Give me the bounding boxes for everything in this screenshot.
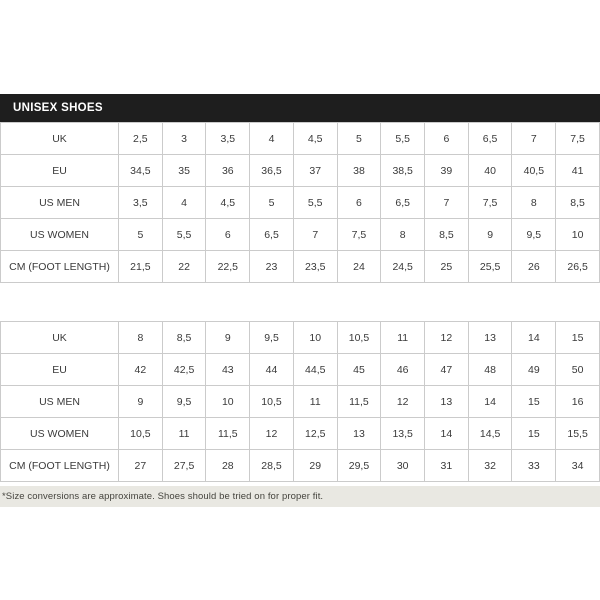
size-cell: 9 [468, 219, 512, 251]
table-row [1, 354, 600, 386]
size-cell: 8,5 [162, 322, 206, 354]
size-cell: 13 [425, 386, 469, 418]
row-label: UK [1, 123, 119, 155]
size-cell: 7 [512, 123, 556, 155]
size-cell: 36 [206, 155, 250, 187]
size-cell: 12,5 [293, 418, 337, 450]
size-cell: 5 [337, 123, 381, 155]
size-cell: 7,5 [556, 123, 600, 155]
size-cell: 10 [556, 219, 600, 251]
size-cell: 23 [250, 251, 294, 283]
size-cell: 8 [381, 219, 425, 251]
table-row [1, 155, 600, 187]
row-label: EU [1, 354, 119, 386]
size-cell: 13 [337, 418, 381, 450]
footnote-text: *Size conversions are approximate. Shoes should be tried on for proper fit. [2, 491, 324, 502]
size-cell: 9 [206, 322, 250, 354]
size-cell: 24,5 [381, 251, 425, 283]
size-cell: 11 [381, 322, 425, 354]
size-cell: 10,5 [119, 418, 163, 450]
size-cell: 14 [425, 418, 469, 450]
size-cell: 23,5 [293, 251, 337, 283]
table-row [1, 418, 600, 450]
size-cell: 30 [381, 450, 425, 482]
size-cell: 48 [468, 354, 512, 386]
size-cell: 40,5 [512, 155, 556, 187]
size-cell: 11,5 [337, 386, 381, 418]
table-row [1, 322, 600, 354]
table-row [1, 219, 600, 251]
size-cell: 42 [119, 354, 163, 386]
size-cell: 5,5 [162, 219, 206, 251]
table-row [1, 251, 600, 283]
size-cell: 6 [206, 219, 250, 251]
size-cell: 9 [119, 386, 163, 418]
size-cell: 25 [425, 251, 469, 283]
footnote-bar [0, 486, 600, 507]
size-cell: 27,5 [162, 450, 206, 482]
size-cell: 5,5 [381, 123, 425, 155]
size-cell: 13 [468, 322, 512, 354]
table-row [1, 450, 600, 482]
size-cell: 10 [293, 322, 337, 354]
size-cell: 3 [162, 123, 206, 155]
size-cell: 31 [425, 450, 469, 482]
size-cell: 10,5 [337, 322, 381, 354]
size-cell: 34 [556, 450, 600, 482]
size-cell: 15 [512, 418, 556, 450]
size-cell: 4 [162, 187, 206, 219]
size-cell: 25,5 [468, 251, 512, 283]
size-cell: 50 [556, 354, 600, 386]
title-bar [0, 94, 600, 122]
size-cell: 3,5 [206, 123, 250, 155]
size-cell: 42,5 [162, 354, 206, 386]
size-cell: 26 [512, 251, 556, 283]
size-cell: 35 [162, 155, 206, 187]
size-cell: 38,5 [381, 155, 425, 187]
size-cell: 7,5 [468, 187, 512, 219]
size-cell: 26,5 [556, 251, 600, 283]
table-row [1, 123, 600, 155]
size-cell: 22,5 [206, 251, 250, 283]
size-cell: 45 [337, 354, 381, 386]
row-label: US MEN [1, 386, 119, 418]
page-title: UNISEX SHOES [13, 102, 103, 114]
table-row [1, 187, 600, 219]
row-label: UK [1, 322, 119, 354]
size-cell: 37 [293, 155, 337, 187]
size-cell: 6,5 [381, 187, 425, 219]
size-cell: 41 [556, 155, 600, 187]
size-cell: 5 [250, 187, 294, 219]
size-cell: 14 [512, 322, 556, 354]
size-cell: 44 [250, 354, 294, 386]
size-cell: 4,5 [293, 123, 337, 155]
size-cell: 34,5 [119, 155, 163, 187]
size-cell: 6,5 [468, 123, 512, 155]
size-cell: 36,5 [250, 155, 294, 187]
size-cell: 29,5 [337, 450, 381, 482]
size-cell: 15 [512, 386, 556, 418]
size-cell: 43 [206, 354, 250, 386]
table-row [1, 386, 600, 418]
size-cell: 2,5 [119, 123, 163, 155]
size-cell: 32 [468, 450, 512, 482]
size-cell: 29 [293, 450, 337, 482]
size-cell: 8,5 [556, 187, 600, 219]
row-label: US WOMEN [1, 219, 119, 251]
size-cell: 40 [468, 155, 512, 187]
size-cell: 7 [293, 219, 337, 251]
size-cell: 4,5 [206, 187, 250, 219]
size-cell: 7 [425, 187, 469, 219]
size-cell: 28 [206, 450, 250, 482]
size-cell: 5 [119, 219, 163, 251]
size-cell: 28,5 [250, 450, 294, 482]
size-cell: 15 [556, 322, 600, 354]
size-cell: 6,5 [250, 219, 294, 251]
size-table-small-sizes [0, 122, 600, 283]
size-cell: 8,5 [425, 219, 469, 251]
row-label: US WOMEN [1, 418, 119, 450]
row-label: EU [1, 155, 119, 187]
size-cell: 4 [250, 123, 294, 155]
size-cell: 27 [119, 450, 163, 482]
size-cell: 14,5 [468, 418, 512, 450]
row-label: CM (FOOT LENGTH) [1, 450, 119, 482]
size-cell: 33 [512, 450, 556, 482]
size-cell: 13,5 [381, 418, 425, 450]
size-cell: 22 [162, 251, 206, 283]
size-cell: 11 [162, 418, 206, 450]
size-cell: 7,5 [337, 219, 381, 251]
size-cell: 46 [381, 354, 425, 386]
size-cell: 6 [337, 187, 381, 219]
row-label: CM (FOOT LENGTH) [1, 251, 119, 283]
size-cell: 9,5 [250, 322, 294, 354]
size-cell: 12 [381, 386, 425, 418]
size-cell: 11 [293, 386, 337, 418]
size-cell: 8 [512, 187, 556, 219]
size-cell: 39 [425, 155, 469, 187]
size-cell: 44,5 [293, 354, 337, 386]
size-cell: 12 [425, 322, 469, 354]
size-cell: 15,5 [556, 418, 600, 450]
size-cell: 8 [119, 322, 163, 354]
size-table-large-sizes [0, 321, 600, 482]
size-cell: 16 [556, 386, 600, 418]
size-cell: 38 [337, 155, 381, 187]
size-cell: 24 [337, 251, 381, 283]
size-cell: 10,5 [250, 386, 294, 418]
size-cell: 49 [512, 354, 556, 386]
size-cell: 6 [425, 123, 469, 155]
size-cell: 9,5 [512, 219, 556, 251]
size-cell: 12 [250, 418, 294, 450]
size-cell: 3,5 [119, 187, 163, 219]
size-cell: 9,5 [162, 386, 206, 418]
row-label: US MEN [1, 187, 119, 219]
size-cell: 14 [468, 386, 512, 418]
size-cell: 47 [425, 354, 469, 386]
size-cell: 11,5 [206, 418, 250, 450]
size-cell: 21,5 [119, 251, 163, 283]
size-cell: 10 [206, 386, 250, 418]
size-cell: 5,5 [293, 187, 337, 219]
